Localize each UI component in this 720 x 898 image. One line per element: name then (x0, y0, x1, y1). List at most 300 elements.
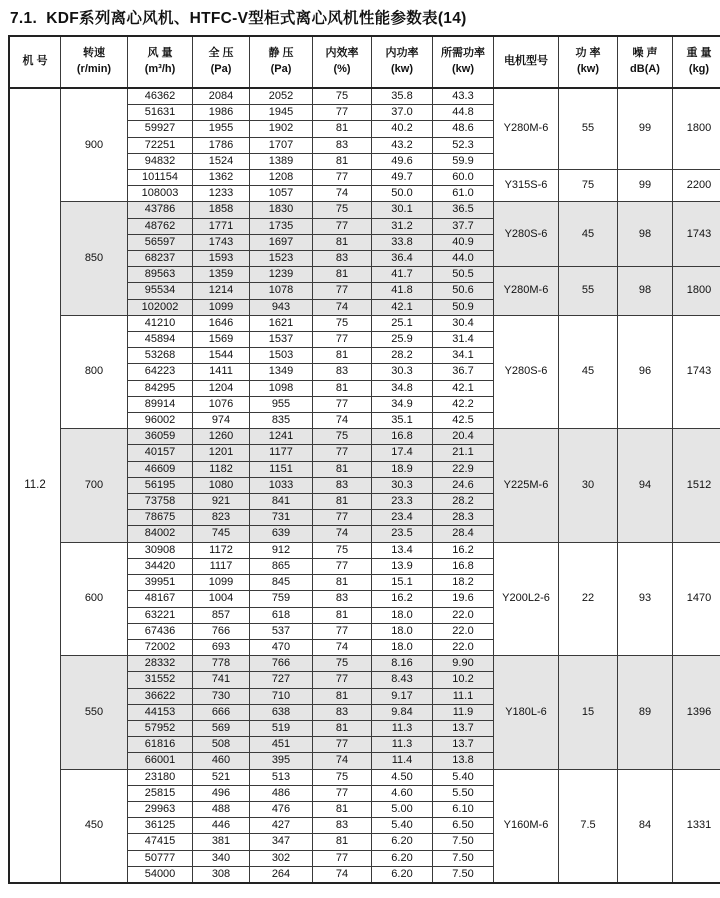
cell-static-pressure: 1208 (250, 170, 313, 186)
cell-airflow: 29963 (128, 801, 193, 817)
header-unit: (Pa) (210, 63, 232, 75)
cell-required-power: 34.1 (433, 348, 494, 364)
column-header-required-power (433, 36, 494, 88)
cell-airflow: 25815 (128, 785, 193, 801)
cell-total-pressure: 308 (193, 866, 250, 883)
header-label: 所需功率 (441, 47, 485, 60)
cell-total-pressure: 1080 (193, 477, 250, 493)
cell-static-pressure: 470 (250, 639, 313, 655)
cell-airflow: 68237 (128, 251, 193, 267)
cell-internal-power: 40.2 (372, 121, 433, 137)
cell-airflow: 101154 (128, 170, 193, 186)
cell-motor-model: Y225M-6 (494, 429, 559, 542)
cell-motor-model: Y280S-6 (494, 315, 559, 428)
cell-efficiency: 77 (313, 283, 372, 299)
cell-required-power: 28.3 (433, 510, 494, 526)
cell-airflow: 59927 (128, 121, 193, 137)
cell-efficiency: 74 (313, 299, 372, 315)
cell-internal-power: 23.4 (372, 510, 433, 526)
cell-required-power: 36.5 (433, 202, 494, 218)
cell-airflow: 44153 (128, 704, 193, 720)
cell-required-power: 59.9 (433, 153, 494, 169)
cell-airflow: 84002 (128, 526, 193, 542)
cell-required-power: 7.50 (433, 850, 494, 866)
cell-airflow: 28332 (128, 656, 193, 672)
cell-motor-power: 15 (559, 656, 618, 769)
header-label: 静 压 (268, 47, 294, 60)
cell-efficiency: 83 (313, 137, 372, 153)
header-unit: (%) (333, 63, 351, 75)
cell-efficiency: 75 (313, 315, 372, 331)
cell-total-pressure: 1201 (193, 445, 250, 461)
cell-total-pressure: 1743 (193, 234, 250, 250)
cell-efficiency: 77 (313, 850, 372, 866)
cell-internal-power: 30.3 (372, 364, 433, 380)
cell-total-pressure: 1260 (193, 429, 250, 445)
cell-internal-power: 35.1 (372, 413, 433, 429)
cell-total-pressure: 1099 (193, 575, 250, 591)
cell-weight: 1331 (673, 769, 720, 883)
speed-cell: 600 (61, 542, 128, 655)
cell-required-power: 30.4 (433, 315, 494, 331)
cell-required-power: 42.5 (433, 413, 494, 429)
cell-efficiency: 81 (313, 801, 372, 817)
cell-weight: 1743 (673, 315, 720, 428)
speed-cell: 550 (61, 656, 128, 769)
cell-motor-model: Y180L-6 (494, 656, 559, 769)
cell-total-pressure: 1955 (193, 121, 250, 137)
speed-cell: 850 (61, 202, 128, 315)
cell-internal-power: 4.60 (372, 785, 433, 801)
cell-internal-power: 49.6 (372, 153, 433, 169)
cell-required-power: 24.6 (433, 477, 494, 493)
cell-airflow: 36125 (128, 818, 193, 834)
cell-airflow: 89563 (128, 267, 193, 283)
cell-static-pressure: 1078 (250, 283, 313, 299)
cell-efficiency: 81 (313, 234, 372, 250)
header-label: 噪 声 (632, 47, 658, 60)
cell-required-power: 61.0 (433, 186, 494, 202)
cell-required-power: 22.0 (433, 607, 494, 623)
cell-static-pressure: 1902 (250, 121, 313, 137)
cell-internal-power: 6.20 (372, 866, 433, 883)
cell-total-pressure: 1786 (193, 137, 250, 153)
cell-airflow: 66001 (128, 753, 193, 769)
header-row (9, 36, 720, 88)
cell-airflow: 72251 (128, 137, 193, 153)
cell-required-power: 13.7 (433, 737, 494, 753)
cell-total-pressure: 446 (193, 818, 250, 834)
cell-motor-power: 55 (559, 267, 618, 316)
cell-static-pressure: 912 (250, 542, 313, 558)
cell-static-pressure: 347 (250, 834, 313, 850)
cell-airflow: 36059 (128, 429, 193, 445)
cell-static-pressure: 427 (250, 818, 313, 834)
cell-required-power: 6.50 (433, 818, 494, 834)
cell-required-power: 16.8 (433, 558, 494, 574)
cell-required-power: 20.4 (433, 429, 494, 445)
cell-required-power: 22.0 (433, 623, 494, 639)
speed-cell: 450 (61, 769, 128, 883)
cell-static-pressure: 1177 (250, 445, 313, 461)
cell-required-power: 50.9 (433, 299, 494, 315)
cell-internal-power: 28.2 (372, 348, 433, 364)
header-unit: (kw) (391, 63, 413, 75)
cell-efficiency: 81 (313, 720, 372, 736)
cell-motor-power: 45 (559, 315, 618, 428)
column-header-noise (618, 36, 673, 88)
cell-static-pressure: 1537 (250, 332, 313, 348)
cell-required-power: 50.5 (433, 267, 494, 283)
cell-required-power: 37.7 (433, 218, 494, 234)
cell-airflow: 46609 (128, 461, 193, 477)
cell-airflow: 61816 (128, 737, 193, 753)
table-row (9, 542, 720, 558)
cell-total-pressure: 1004 (193, 591, 250, 607)
cell-airflow: 51631 (128, 105, 193, 121)
header-label: 重 量 (686, 47, 712, 60)
cell-efficiency: 75 (313, 88, 372, 105)
cell-noise: 94 (618, 429, 673, 542)
cell-internal-power: 15.1 (372, 575, 433, 591)
cell-required-power: 48.6 (433, 121, 494, 137)
cell-efficiency: 77 (313, 785, 372, 801)
cell-total-pressure: 1524 (193, 153, 250, 169)
column-header-speed (61, 36, 128, 88)
cell-noise: 89 (618, 656, 673, 769)
cell-required-power: 31.4 (433, 332, 494, 348)
cell-motor-power: 45 (559, 202, 618, 267)
cell-efficiency: 74 (313, 413, 372, 429)
cell-noise: 93 (618, 542, 673, 655)
cell-motor-model: Y315S-6 (494, 170, 559, 202)
cell-airflow: 67436 (128, 623, 193, 639)
cell-internal-power: 18.0 (372, 607, 433, 623)
cell-static-pressure: 519 (250, 720, 313, 736)
cell-airflow: 56597 (128, 234, 193, 250)
cell-airflow: 36622 (128, 688, 193, 704)
cell-total-pressure: 1569 (193, 332, 250, 348)
table-row (9, 429, 720, 445)
cell-total-pressure: 1359 (193, 267, 250, 283)
cell-total-pressure: 1099 (193, 299, 250, 315)
cell-airflow: 45894 (128, 332, 193, 348)
cell-static-pressure: 537 (250, 623, 313, 639)
cell-required-power: 40.9 (433, 234, 494, 250)
cell-internal-power: 36.4 (372, 251, 433, 267)
cell-internal-power: 6.20 (372, 834, 433, 850)
cell-efficiency: 75 (313, 202, 372, 218)
cell-static-pressure: 759 (250, 591, 313, 607)
cell-efficiency: 83 (313, 477, 372, 493)
cell-airflow: 89914 (128, 396, 193, 412)
cell-airflow: 53268 (128, 348, 193, 364)
cell-internal-power: 35.8 (372, 88, 433, 105)
cell-efficiency: 83 (313, 704, 372, 720)
header-label: 功 率 (575, 47, 601, 60)
table-body (9, 88, 720, 883)
cell-total-pressure: 778 (193, 656, 250, 672)
cell-internal-power: 16.8 (372, 429, 433, 445)
cell-total-pressure: 340 (193, 850, 250, 866)
cell-static-pressure: 486 (250, 785, 313, 801)
cell-required-power: 42.2 (433, 396, 494, 412)
cell-static-pressure: 513 (250, 769, 313, 785)
header-label: 转速 (83, 47, 105, 60)
cell-static-pressure: 841 (250, 494, 313, 510)
cell-static-pressure: 731 (250, 510, 313, 526)
cell-efficiency: 77 (313, 170, 372, 186)
machine-no-cell: 11.2 (9, 88, 61, 883)
cell-airflow: 34420 (128, 558, 193, 574)
cell-total-pressure: 693 (193, 639, 250, 655)
cell-airflow: 50777 (128, 850, 193, 866)
cell-efficiency: 81 (313, 494, 372, 510)
cell-required-power: 9.90 (433, 656, 494, 672)
cell-internal-power: 13.4 (372, 542, 433, 558)
cell-airflow: 96002 (128, 413, 193, 429)
table-row (9, 88, 720, 105)
cell-airflow: 102002 (128, 299, 193, 315)
cell-required-power: 11.1 (433, 688, 494, 704)
header-unit: (m³/h) (144, 63, 176, 75)
cell-efficiency: 77 (313, 105, 372, 121)
cell-motor-power: 75 (559, 170, 618, 202)
cell-efficiency: 74 (313, 753, 372, 769)
cell-airflow: 56195 (128, 477, 193, 493)
cell-static-pressure: 476 (250, 801, 313, 817)
cell-internal-power: 13.9 (372, 558, 433, 574)
column-header-internal-power (372, 36, 433, 88)
cell-airflow: 63221 (128, 607, 193, 623)
cell-internal-power: 5.00 (372, 801, 433, 817)
cell-internal-power: 11.3 (372, 737, 433, 753)
page-title: 7.1. KDF系列离心风机、HTFC-V型柜式离心风机性能参数表(14) (10, 10, 467, 27)
cell-internal-power: 18.9 (372, 461, 433, 477)
header-label: 电机型号 (504, 55, 548, 68)
cell-internal-power: 11.3 (372, 720, 433, 736)
cell-required-power: 16.2 (433, 542, 494, 558)
cell-total-pressure: 2084 (193, 88, 250, 105)
cell-static-pressure: 1503 (250, 348, 313, 364)
cell-static-pressure: 1945 (250, 105, 313, 121)
cell-total-pressure: 1204 (193, 380, 250, 396)
cell-internal-power: 30.1 (372, 202, 433, 218)
cell-airflow: 46362 (128, 88, 193, 105)
cell-airflow: 43786 (128, 202, 193, 218)
cell-required-power: 43.3 (433, 88, 494, 105)
cell-static-pressure: 865 (250, 558, 313, 574)
column-header-efficiency (313, 36, 372, 88)
cell-airflow: 84295 (128, 380, 193, 396)
cell-total-pressure: 857 (193, 607, 250, 623)
header-label: 内效率 (325, 47, 359, 60)
cell-static-pressure: 1349 (250, 364, 313, 380)
cell-airflow: 78675 (128, 510, 193, 526)
cell-noise: 99 (618, 88, 673, 170)
cell-static-pressure: 845 (250, 575, 313, 591)
cell-static-pressure: 1830 (250, 202, 313, 218)
cell-internal-power: 23.3 (372, 494, 433, 510)
cell-efficiency: 77 (313, 510, 372, 526)
cell-internal-power: 6.20 (372, 850, 433, 866)
cell-total-pressure: 381 (193, 834, 250, 850)
cell-static-pressure: 943 (250, 299, 313, 315)
cell-required-power: 18.2 (433, 575, 494, 591)
cell-internal-power: 11.4 (372, 753, 433, 769)
cell-static-pressure: 1151 (250, 461, 313, 477)
cell-airflow: 48762 (128, 218, 193, 234)
cell-efficiency: 81 (313, 688, 372, 704)
cell-required-power: 28.4 (433, 526, 494, 542)
cell-airflow: 47415 (128, 834, 193, 850)
cell-static-pressure: 1697 (250, 234, 313, 250)
header-label: 风 量 (147, 47, 173, 60)
cell-total-pressure: 1076 (193, 396, 250, 412)
cell-static-pressure: 835 (250, 413, 313, 429)
cell-total-pressure: 488 (193, 801, 250, 817)
cell-efficiency: 81 (313, 834, 372, 850)
cell-internal-power: 42.1 (372, 299, 433, 315)
cell-weight: 1800 (673, 267, 720, 316)
cell-total-pressure: 1182 (193, 461, 250, 477)
cell-static-pressure: 710 (250, 688, 313, 704)
cell-static-pressure: 1057 (250, 186, 313, 202)
cell-efficiency: 81 (313, 153, 372, 169)
cell-airflow: 23180 (128, 769, 193, 785)
column-header-machine-no (9, 36, 61, 88)
cell-efficiency: 75 (313, 429, 372, 445)
cell-efficiency: 75 (313, 769, 372, 785)
cell-static-pressure: 302 (250, 850, 313, 866)
cell-internal-power: 25.9 (372, 332, 433, 348)
cell-required-power: 44.8 (433, 105, 494, 121)
cell-internal-power: 34.8 (372, 380, 433, 396)
cell-required-power: 5.50 (433, 785, 494, 801)
cell-total-pressure: 1544 (193, 348, 250, 364)
cell-total-pressure: 823 (193, 510, 250, 526)
cell-efficiency: 81 (313, 607, 372, 623)
cell-required-power: 44.0 (433, 251, 494, 267)
cell-total-pressure: 730 (193, 688, 250, 704)
speed-cell: 700 (61, 429, 128, 542)
cell-airflow: 48167 (128, 591, 193, 607)
cell-total-pressure: 741 (193, 672, 250, 688)
cell-weight: 1470 (673, 542, 720, 655)
cell-total-pressure: 745 (193, 526, 250, 542)
cell-static-pressure: 1239 (250, 267, 313, 283)
cell-efficiency: 81 (313, 121, 372, 137)
cell-weight: 1396 (673, 656, 720, 769)
table-row (9, 769, 720, 785)
cell-total-pressure: 460 (193, 753, 250, 769)
cell-efficiency: 77 (313, 623, 372, 639)
speed-cell: 800 (61, 315, 128, 428)
cell-static-pressure: 955 (250, 396, 313, 412)
cell-airflow: 64223 (128, 364, 193, 380)
cell-noise: 84 (618, 769, 673, 883)
cell-required-power: 19.6 (433, 591, 494, 607)
cell-static-pressure: 1621 (250, 315, 313, 331)
cell-efficiency: 81 (313, 461, 372, 477)
cell-internal-power: 33.8 (372, 234, 433, 250)
cell-airflow: 73758 (128, 494, 193, 510)
cell-weight: 1800 (673, 88, 720, 170)
cell-internal-power: 18.0 (372, 623, 433, 639)
cell-noise: 98 (618, 202, 673, 267)
cell-motor-power: 55 (559, 88, 618, 170)
cell-total-pressure: 921 (193, 494, 250, 510)
cell-efficiency: 74 (313, 639, 372, 655)
performance-table (8, 35, 720, 884)
cell-total-pressure: 569 (193, 720, 250, 736)
header-unit: (kg) (688, 63, 710, 75)
table-row (9, 315, 720, 331)
cell-total-pressure: 1233 (193, 186, 250, 202)
cell-internal-power: 9.84 (372, 704, 433, 720)
cell-static-pressure: 1241 (250, 429, 313, 445)
cell-total-pressure: 766 (193, 623, 250, 639)
cell-efficiency: 81 (313, 267, 372, 283)
cell-required-power: 7.50 (433, 866, 494, 883)
cell-static-pressure: 1389 (250, 153, 313, 169)
cell-noise: 98 (618, 267, 673, 316)
cell-airflow: 30908 (128, 542, 193, 558)
cell-airflow: 57952 (128, 720, 193, 736)
cell-required-power: 22.0 (433, 639, 494, 655)
cell-efficiency: 74 (313, 186, 372, 202)
speed-cell: 900 (61, 88, 128, 202)
cell-total-pressure: 508 (193, 737, 250, 753)
cell-efficiency: 75 (313, 542, 372, 558)
cell-internal-power: 50.0 (372, 186, 433, 202)
column-header-total-pressure (193, 36, 250, 88)
cell-internal-power: 41.8 (372, 283, 433, 299)
cell-static-pressure: 1098 (250, 380, 313, 396)
cell-efficiency: 75 (313, 656, 372, 672)
cell-required-power: 11.9 (433, 704, 494, 720)
cell-total-pressure: 496 (193, 785, 250, 801)
cell-required-power: 10.2 (433, 672, 494, 688)
cell-motor-model: Y280M-6 (494, 88, 559, 170)
cell-total-pressure: 1411 (193, 364, 250, 380)
cell-efficiency: 77 (313, 332, 372, 348)
cell-airflow: 72002 (128, 639, 193, 655)
cell-required-power: 52.3 (433, 137, 494, 153)
table-header (9, 36, 720, 88)
header-unit: dB(A) (630, 63, 660, 75)
cell-motor-power: 22 (559, 542, 618, 655)
header-unit: (r/min) (76, 63, 112, 75)
cell-total-pressure: 521 (193, 769, 250, 785)
cell-static-pressure: 1523 (250, 251, 313, 267)
cell-motor-model: Y280S-6 (494, 202, 559, 267)
cell-required-power: 28.2 (433, 494, 494, 510)
cell-weight: 2200 (673, 170, 720, 202)
cell-internal-power: 9.17 (372, 688, 433, 704)
cell-internal-power: 41.7 (372, 267, 433, 283)
cell-static-pressure: 638 (250, 704, 313, 720)
column-header-airflow (128, 36, 193, 88)
cell-static-pressure: 727 (250, 672, 313, 688)
cell-efficiency: 81 (313, 348, 372, 364)
cell-internal-power: 23.5 (372, 526, 433, 542)
cell-internal-power: 17.4 (372, 445, 433, 461)
header-unit: (Pa) (270, 63, 292, 75)
cell-efficiency: 83 (313, 591, 372, 607)
cell-total-pressure: 1117 (193, 558, 250, 574)
cell-total-pressure: 666 (193, 704, 250, 720)
